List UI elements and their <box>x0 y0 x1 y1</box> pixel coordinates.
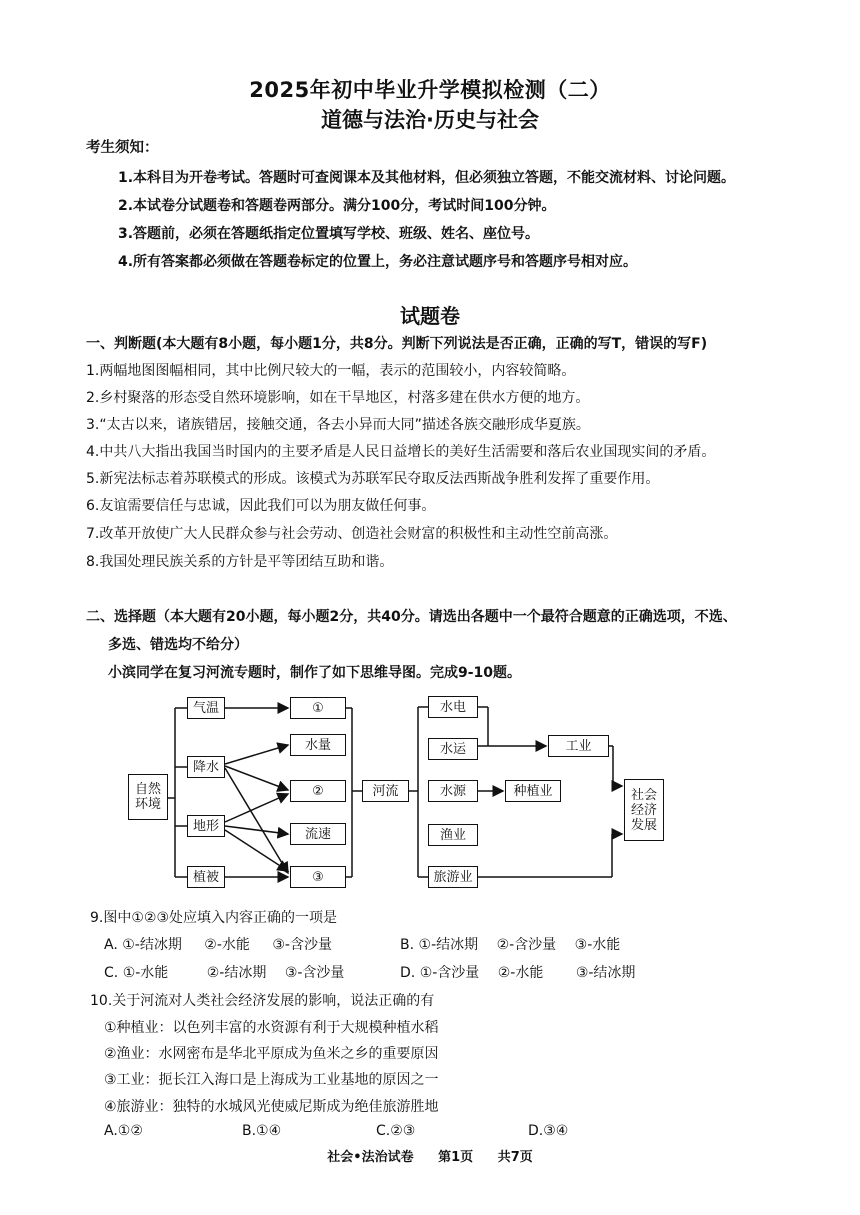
true-false-item: 4.中共八大指出我国当时国内的主要矛盾是人民日益增长的美好生活需要和落后农业国现实间的矛盾。 <box>86 444 716 460</box>
section-title: 试题卷 <box>400 304 460 328</box>
part1-heading: 一、判断题(本大题有8小题，每小题1分，共8分。判断下列说法是否正确，正确的写T，错误的写F) <box>86 336 708 352</box>
use-fishery-box: 渔业 <box>428 824 478 846</box>
notice-heading: 考生须知： <box>86 140 159 156</box>
option-letter: A. <box>104 937 118 953</box>
factor-vegetation-box: 植被 <box>187 866 225 888</box>
q10-statement: ④旅游业：独特的水城风光使威尼斯成为绝佳旅游胜地 <box>104 1099 439 1115</box>
factor-precipitation-box: 降水 <box>187 756 225 778</box>
true-false-item: 3.“太古以来，诸族错居，接触交通，各去小异而大同”描述各族交融形成华夏族。 <box>86 417 590 433</box>
option-part: ①-结冰期 <box>418 937 479 953</box>
factor-temperature-box: 气温 <box>187 697 225 719</box>
planting-box: 种植业 <box>505 780 561 802</box>
true-false-item: 5.新宪法标志着苏联模式的形成。该模式为苏联军民夺取反法西斯战争胜利发挥了重要作用。 <box>86 471 660 487</box>
hydro-blank-3-box: ③ <box>290 866 346 888</box>
q10-stem: 10.关于河流对人类社会经济发展的影响，说法正确的有 <box>90 993 435 1009</box>
river-box: 河流 <box>362 780 409 802</box>
q10-option-c[interactable]: C.②③ <box>376 1123 416 1139</box>
natural-environment-box: 自然环境 <box>128 774 168 820</box>
hydro-blank-1-box: ① <box>290 697 346 719</box>
q9-option-b[interactable] <box>400 934 620 954</box>
q10-option-b[interactable]: B.①④ <box>242 1123 282 1139</box>
part2-heading: 二、选择题（本大题有20小题，每小题2分，共40分。请选出各题中一个最符合题意的正确选项，不选、 <box>86 609 737 625</box>
option-part: ①-含沙量 <box>419 965 480 981</box>
option-letter: B. <box>400 937 415 953</box>
part2-heading-cont: 多选、错选均不给分） <box>108 637 248 653</box>
hydro-volume-box: 水量 <box>290 734 346 756</box>
hydro-blank-2-box: ② <box>290 780 346 802</box>
use-water-source-box: 水源 <box>428 780 478 802</box>
page-footer <box>0 1146 860 1165</box>
use-transport-box: 水运 <box>428 738 478 760</box>
true-false-item: 1.两幅地图图幅相同，其中比例尺较大的一幅，表示的范围较小，内容较简略。 <box>86 363 576 379</box>
socio-economic-box: 社会经济发展 <box>624 779 664 841</box>
option-part: ③-结冰期 <box>575 965 636 981</box>
notice-item: 3.答题前，必须在答题纸指定位置填写学校、班级、姓名、座位号。 <box>118 226 540 242</box>
q9-option-a[interactable] <box>104 934 332 954</box>
footer-page-number: 第1页 <box>438 1150 474 1165</box>
exam-title: 2025年初中毕业升学模拟检测（二） <box>249 78 611 102</box>
hydro-speed-box: 流速 <box>290 823 346 845</box>
option-part: ③-含沙量 <box>284 965 345 981</box>
exam-subject-title: 道德与法治·历史与社会 <box>321 108 539 132</box>
footer-total-pages: 共7页 <box>497 1150 533 1165</box>
option-letter: C. <box>104 965 119 981</box>
q10-statement: ①种植业：以色列丰富的水资源有利于大规模种植水稻 <box>104 1020 439 1036</box>
option-letter: D. <box>400 965 416 981</box>
q9-stem: 9.图中①②③处应填入内容正确的一项是 <box>90 910 338 926</box>
notice-item: 2.本试卷分试题卷和答题卷两部分。满分100分，考试时间100分钟。 <box>118 198 556 214</box>
notice-item: 4.所有答案都必须做在答题卷标定的位置上，务必注意试题序号和答题序号相对应。 <box>118 254 638 270</box>
q10-statement: ③工业：扼长江入海口是上海成为工业基地的原因之一 <box>104 1072 439 1088</box>
notice-item: 1.本科目为开卷考试。答题时可查阅课本及其他材料，但必须独立答题，不能交流材料、讨论问题。 <box>118 170 736 186</box>
factor-terrain-box: 地形 <box>187 815 225 837</box>
option-part: ②-水能 <box>497 965 544 981</box>
option-part: ②-含沙量 <box>496 937 557 953</box>
true-false-item: 6.友谊需要信任与忠诚，因此我们可以为朋友做任何事。 <box>86 498 436 514</box>
true-false-item: 8.我国处理民族关系的方针是平等团结互助和谐。 <box>86 554 394 570</box>
option-part: ①-水能 <box>122 965 169 981</box>
option-part: ①-结冰期 <box>122 937 182 953</box>
footer-subject: 社会•法治试卷 <box>327 1150 414 1165</box>
q9-option-d[interactable] <box>400 962 635 982</box>
option-part: ③-水能 <box>574 937 621 953</box>
q10-option-a[interactable]: A.①② <box>104 1123 143 1139</box>
q10-option-d[interactable]: D.③④ <box>528 1123 569 1139</box>
mindmap-intro: 小滨同学在复习河流专题时，制作了如下思维导图。完成9-10题。 <box>108 665 522 681</box>
q10-statement: ②渔业：水网密布是华北平原成为鱼米之乡的重要原因 <box>104 1046 439 1062</box>
option-part: ②-水能 <box>204 937 250 953</box>
q9-option-c[interactable] <box>104 962 344 982</box>
use-hydropower-box: 水电 <box>428 696 478 718</box>
option-part: ②-结冰期 <box>206 965 267 981</box>
true-false-item: 7.改革开放使广大人民群众参与社会劳动、创造社会财富的积极性和主动性空前高涨。 <box>86 526 618 542</box>
industry-box: 工业 <box>548 735 609 757</box>
option-part: ③-含沙量 <box>272 937 332 953</box>
use-tourism-box: 旅游业 <box>428 866 478 888</box>
true-false-item: 2.乡村聚落的形态受自然环境影响，如在干旱地区，村落多建在供水方便的地方。 <box>86 390 590 406</box>
